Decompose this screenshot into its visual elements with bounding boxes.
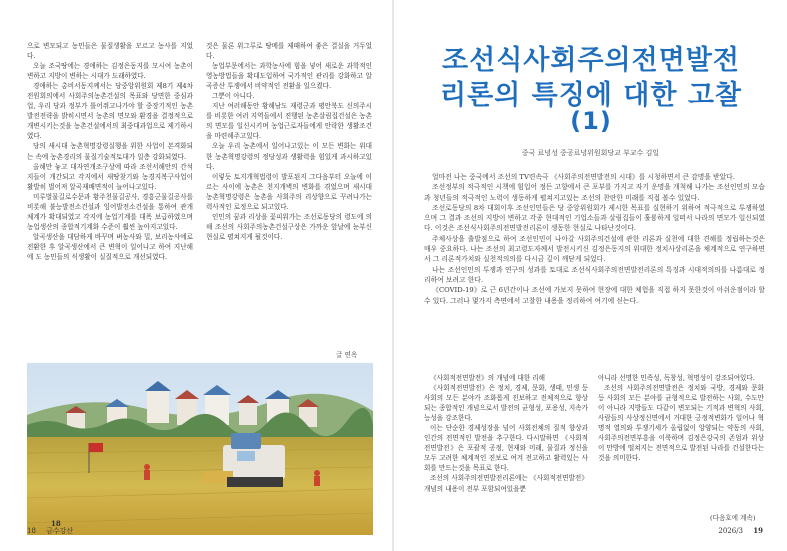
paragraph: 조선로동당의 8차 대회이후 조선인민들은 당 중앙위원회가 제시한 목표를 실현하기 위하여 적극적으로 투쟁하였으며 그 결과 조선의 지방이 변하고 각종 현대적인 기업소들과 살림집들이 훌륭하게 일떠서 나라의 면모가 일신되였다. 이것은 조선식사회주의전면발전리론이 생동한 현실로 나타난것이다. (424, 203, 765, 233)
right-column-2 (598, 373, 764, 463)
paragraph: 경애하는 총비서동지께서는 당중앙위원회 제8기 제4차전원회의에서 사회주의농촌건설의 목표와 당면한 중심과업, 우리 당과 정부가 틀어쥐고나가야 할 중장기적인 농촌발전전략을 밝히시면서 농촌의 면모와 환경을 결정적으로 개변시키는것을 농촌건설에서의 최중대과업으로 제기하시였다. (27, 82, 193, 141)
paragraph: 으로 변모되고 농민들은 물질생활을 모르고 농사를 지었다. (27, 42, 193, 61)
paragraph: 얼마전 나는 중국에서 조선의 TV련속극 《사회주의전면발전의 시대》를 시청하면서 큰 감명을 받았다. (432, 173, 735, 181)
page-number: 18 (51, 519, 61, 528)
paragraph: 조선의 사회주의전면발전리론에는 《사회적전면발전》개념의 내용이 전부 포함되여있을뿐 (424, 474, 588, 493)
paragraph: 인민의 꿈과 리상을 꽃피워가는 조선로동당의 령도에 의해 조선의 사회주의농촌건설구상은 가까운 앞날에 눈부신 현실로 펼쳐지게 될것이다. (206, 212, 372, 241)
page-footer-right (718, 526, 763, 535)
paragraph: 농업부문에서는 과학농사에 힘을 넣어 새로운 과학적인 영농방법들을 확대도입하여 국가적인 관리를 강화하고 알곡증산 투쟁에서 비약적인 전환을 일으켰다. (206, 62, 372, 91)
left-column-2 (206, 41, 372, 242)
paragraph: 것은 물론 위그루로 땅메를 제때하여 좋은 결실을 거두었다. (206, 42, 372, 61)
issue-date: 2026/3 (718, 527, 744, 535)
author-byline: 중국 료녕성 중공료녕위원회당교 부교수 김일 (521, 149, 660, 157)
left-page (0, 0, 393, 551)
paragraph: 《사회적전면발전》은 정치, 경제, 문화, 생태, 민생 등 사회의 모든 분야가 조화롭게 진보하고 전체적으로 향상되는 종합적인 개념으로서 발전의 균형성, 포용성, 지속가능성을 강조한다. (424, 384, 588, 423)
paragraph: 조선의 사회주의전면발전은 정치와 국방, 경제와 문화 등 사회의 모든 분야를 균형적으로 발전하는 사회, 수도만이 아니라 지방들도 다같이 변모되는 기적과 변혁의 사회, 사람들의 사상정신면에서 거대한 긍정적변화가 일어나 혁명적 열의와 투쟁기세가 올립없이 앙양되는 약동의 사회, 사회주의전면부흥을 이룩하며 김정은강국의 존엄과 위상이 만방에 떨쳐지는 전면적으로 발전된 나라를 건설한다는것을 의미한다. (598, 384, 764, 463)
page-number: 19 (753, 526, 763, 535)
article-title-line-3: (1) (570, 107, 612, 135)
paragraph: 이렇듯 토지개혁법령이 발포된지 그다음부터 오늘에 이르는 사이에 농촌은 천지개벽의 변화를 겪었으며 새시대 농촌혁명강령은 농촌을 사회주의 리상향으로 꾸려나가는 력사적인 로정으로 되고있다. (206, 172, 372, 211)
paragraph: 조선정부의 적극적인 시책에 힘입어 정든 고향에서 큰 포부를 가지고 자기 운명을 개척해 나가는 조선인민의 모습과 청년들의 적극적인 노력이 생동하게 펼쳐지고있는 조선의 찬란한 미래를 직접 볼수 있었다. (424, 183, 765, 202)
paragraph: 그뿐이 아니다. (212, 92, 255, 101)
page-number: 18 (27, 527, 36, 535)
magazine-name: 금수강산 (46, 527, 74, 535)
paragraph: 미루벌물길로수문과 황주천물길공사, 경흥군물길공사를 비롯해 불능발전소건설과 잉어발전소건설을 통하여 관개체계가 확대되였고 각지에 농업기계를 대폭 보급하였으며 농업생산의 종합적기계화 수준이 훨씬 높아지고있다. (27, 192, 193, 231)
paragraph: 알곡생산을 대담하게 바꾸며 벼농사와 밀, 보리농사에로 전환한 후 알곡생산에서 큰 변혁이 일어나고 하여 지난해에 도 농민들의 식생활이 실질적으로 개선되였다. (27, 232, 193, 261)
article-title-line-2: 리론의 특징에 대한 고찰 (439, 80, 743, 111)
right-page (394, 0, 787, 551)
article-intro (424, 172, 765, 306)
right-column-1 (424, 373, 588, 494)
paragraph: 오늘 우리 농촌에서 일어나고있는 이 모든 변화는 위대한 농촌혁명강령의 정당성과 생활력을 힘있게 과시하고있다. (206, 142, 372, 171)
paragraph: 아니라 선명한 민족성, 독창성, 혁명성이 강조되여있다. (598, 374, 755, 382)
article-title-line-1: 조선식사회주의전면발전 (442, 45, 740, 76)
rice-harvest-photo (27, 363, 373, 535)
paragraph: 지난 여러해동안 황해남도 재령군과 평안북도 신의주시를 비롯한 여러 지역들에서 진행된 농촌살림집건설은 농촌의 면모를 일신시키며 농업근로자들에게 안락한 생활조건을 마련해주고있다. (206, 102, 372, 141)
paragraph: 나는 조선인민의 투쟁과 연구의 성과를 토대로 조선식사회주의전면발전리론의 특징과 시대적의의를 나름대로 정리하여 보려고 한다. (424, 265, 765, 284)
paragraph: 당의 새시대 농촌혁명강령실행을 위한 사업이 본격화되는 속에 농촌경리의 물질기술적토대가 일층 강화되였다. (27, 142, 193, 161)
page-footer-left (27, 526, 73, 536)
left-column-1 (27, 41, 193, 262)
paragraph: 《COVID-19》로 근 6년간이나 조선에 가보지 못하여 현장에 대한 체험을 직접 하지 못한것이 아쉬운점이라 할수 있다. 그러나 몇가지 측면에서 고찰한 내용을 정리하여 여기에 싣는다. (424, 286, 765, 305)
paragraph: 《사회적전면발전》의 개념에 대한 리해 (430, 374, 546, 382)
paragraph: 올해만 놓고 대자연개조구상에 따라 조선서해안의 간석지들이 개간되고 각지에서 새땅찾기와 농경지복구사업이 활발히 벌어져 알곡재배면적이 늘어나고있다. (27, 162, 193, 191)
to-be-continued: (다음호에 계속) (710, 514, 756, 522)
paragraph: 오늘 조국땅에는 경애하는 김정은동지를 모시여 농촌이 변하고 지방이 변하는 시대가 도래하였다. (27, 62, 193, 81)
author-credit: 글 연옥 (336, 351, 358, 359)
paragraph: 이는 단순한 경제성장을 넘어 사회전체의 질적 향상과 인간의 전면적인 발전을 추구한다. 다시말하면 《사회적전면발전》은 포괄적 공정, 현재와 미래, 물질과 정신을 모두 고려한 체계적인 진보로 여겨 전고하고 활력있는 사회를 만드는것을 목표로 한다. (424, 424, 588, 473)
paragraph: 주체사상을 출발점으로 하여 조선인민이 나아갈 사회주의건설에 관한 리론과 실천에 대한 견해를 정립하는것은 매우 중요하다. 나는 조선의 최고령도자께서 발전시키신 김정은동지의 위대한 정치사상리론을 체계적으로 연구하면서 그 리론적가치와 실천적의의를 다시금 깊이 깨닫게 되었다. (424, 234, 766, 264)
